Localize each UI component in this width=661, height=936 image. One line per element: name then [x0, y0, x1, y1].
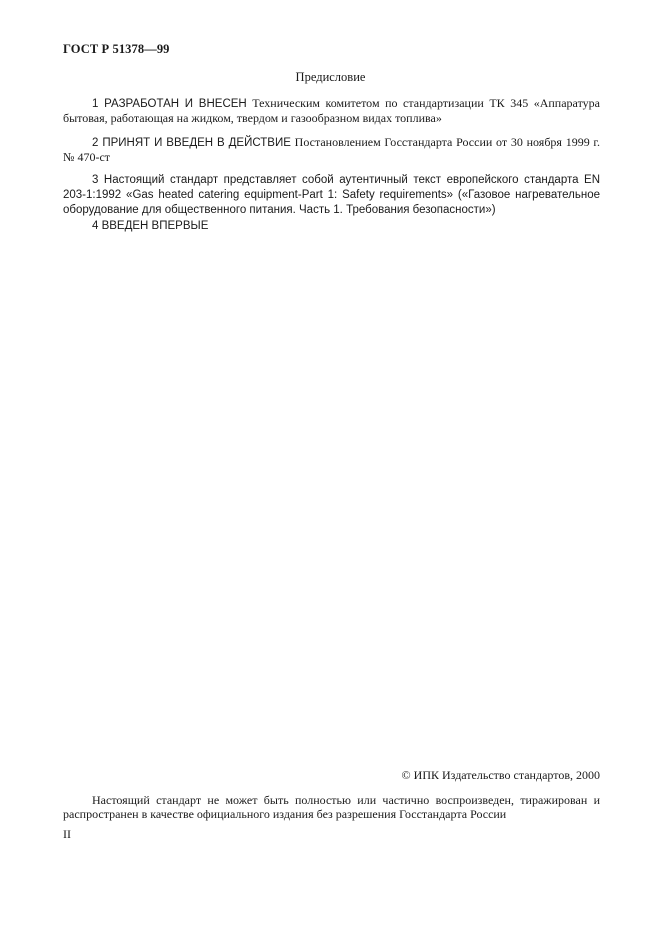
item-2-text: Постановлением Госстандарта России от 30 ноября 1999 г. № 470-ст	[63, 135, 601, 164]
foreword-item-1	[63, 96, 600, 125]
item-1-text: Техническим комитетом по стандартизации ТК 345 «Аппаратура бытовая, работающая на жидком, твердом и газообразном видах топлива»	[63, 96, 600, 125]
reproduction-notice: Настоящий стандарт не может быть полностью или частично воспроизведен, тиражирован и распространен в качестве официального издания без разрешения Госстандарта России	[63, 793, 600, 821]
item-3-text: 3 Настоящий стандарт представляет собой аутентичный текст европейского стандарта EN 203-1:1992 «Gas heated catering equipment-Part 1: Safety requirements» («Газовое нагревательное оборудование для общественного питания. Часть 1. Требования безопасности»)	[63, 174, 600, 216]
document-code: ГОСТ Р 51378—99	[63, 42, 170, 56]
item-1-lead: 1 РАЗРАБОТАН И ВНЕСЕН	[92, 98, 247, 110]
copyright-line: © ИПК Издательство стандартов, 2000	[401, 768, 600, 782]
item-4-text: 4 ВВЕДЕН ВПЕРВЫЕ	[92, 220, 209, 232]
section-title: Предисловие	[295, 70, 366, 84]
page-number: II	[63, 827, 71, 841]
item-2-lead: 2 ПРИНЯТ И ВВЕДЕН В ДЕЙСТВИЕ	[92, 137, 291, 149]
foreword-item-3	[63, 172, 600, 217]
foreword-item-2	[63, 135, 600, 164]
foreword-item-4	[63, 219, 600, 233]
